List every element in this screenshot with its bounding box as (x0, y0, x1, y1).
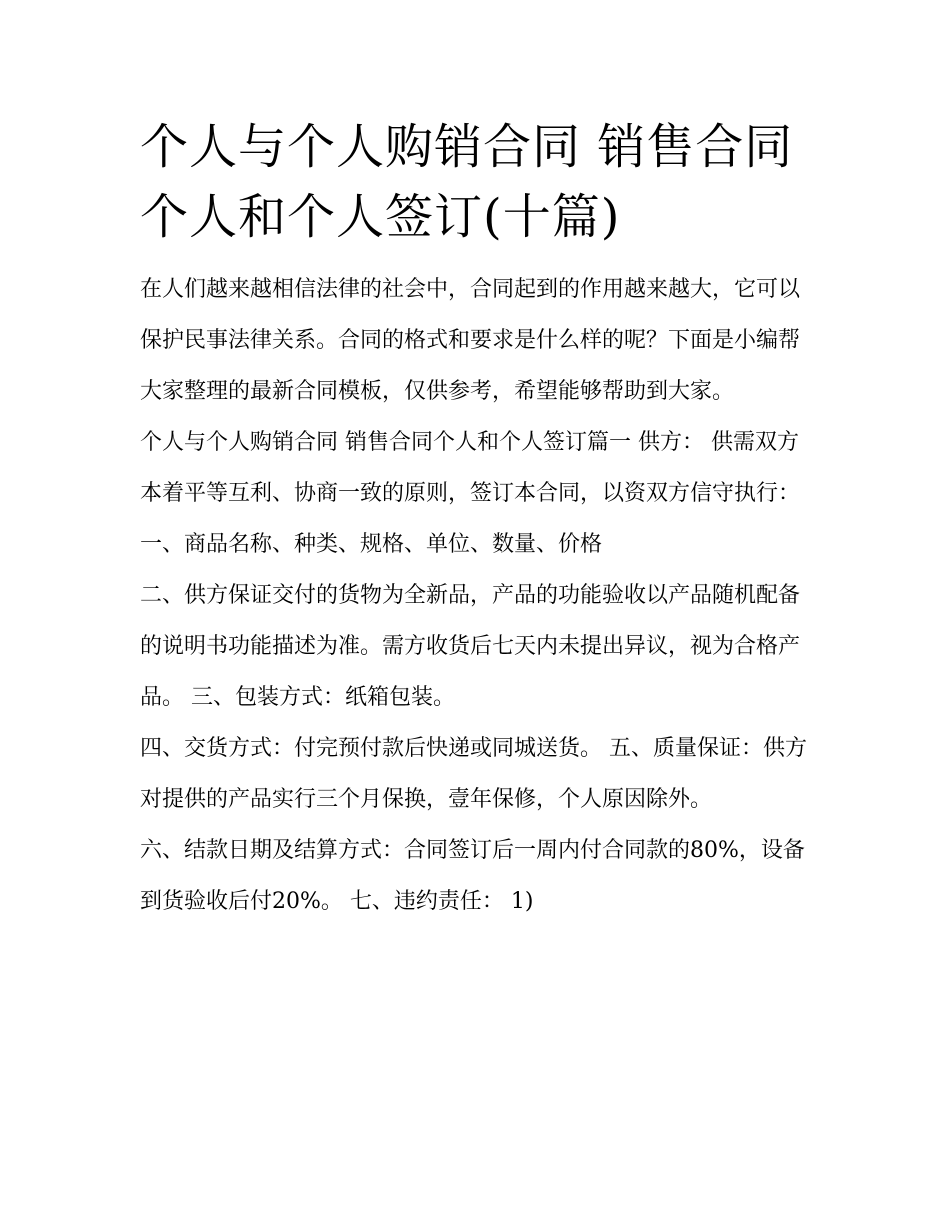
clause-4-5-paragraph: 四、交货方式：付完预付款后快递或同城送货。 五、质量保证：供方对提供的产品实行三个月保换，壹年保修，个人原因除外。 (140, 736, 807, 812)
clause-6-7-paragraph: 六、结款日期及结算方式：合同签订后一周内付合同款的80%，设备到货验收后付20%。 七、违约责任： 1) (140, 838, 805, 914)
document-title: 个人与个人购销合同 销售合同个人和个人签订(十篇) (140, 119, 794, 245)
clause-2-3-paragraph: 二、供方保证交付的货物为全新品，产品的功能验收以产品随机配备的说明书功能描述为准。需方收货后七天内未提出异议，视为合格产品。 三、包装方式：纸箱包装。 (140, 583, 801, 710)
intro-paragraph: 在人们越来越相信法律的社会中，合同起到的作用越来越大，它可以保护民事法律关系。合同的格式和要求是什么样的呢？下面是小编帮大家整理的最新合同模板，仅供参考，希望能够帮助到大家。 (140, 277, 801, 404)
contract-preamble-paragraph: 个人与个人购销合同 销售合同个人和个人签订篇一 供方： 供需双方本着平等互利、协商一致的原则，签订本合同，以资双方信守执行： (140, 430, 801, 506)
clause-1-paragraph: 一、商品名称、种类、规格、单位、数量、价格 (140, 532, 603, 557)
document-body (140, 112, 820, 927)
